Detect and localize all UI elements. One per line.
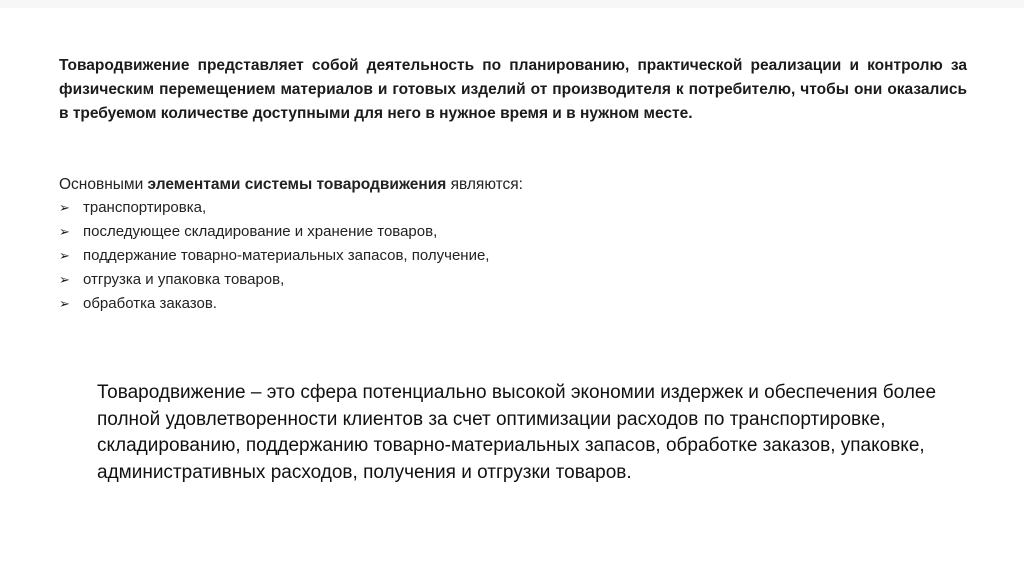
summary-paragraph: Товародвижение – это сфера потенциально высокой экономии издержек и обеспечения более полной удовлетворенности клиентов за счет оптимизации расходов по транспортировке, складированию, поддержанию товарно-материальных запасов, обработке заказов, упаковке, административных расходов, получения и отгрузки товаров. — [97, 382, 937, 483]
arrowhead-bullet-icon: ➢ — [59, 248, 70, 263]
list-item-text: обработка заказов. — [83, 295, 217, 312]
list-item — [59, 196, 759, 220]
list-item — [59, 292, 759, 316]
heading-bold-text: элементами системы товародвижения — [147, 176, 447, 193]
arrowhead-bullet-icon: ➢ — [59, 224, 70, 239]
heading-tail-text: являются: — [446, 176, 523, 193]
arrowhead-bullet-icon: ➢ — [59, 272, 70, 287]
top-edge-divider — [0, 0, 1024, 8]
intro-paragraph: Товародвижение представляет собой деятельность по планированию, практической реализации и контролю за физическим перемещением материалов и готовых изделий от производителя к потребителю, чтобы они оказались в требуемом количестве доступными для него в нужное время и в нужном месте. — [59, 57, 967, 122]
arrowhead-bullet-icon: ➢ — [59, 296, 70, 311]
list-item — [59, 220, 759, 244]
elements-heading — [59, 174, 759, 196]
list-item — [59, 268, 759, 292]
list-item-text: транспортировка, — [83, 199, 207, 216]
list-item-text: последующее складирование и хранение товаров, — [83, 223, 438, 240]
arrowhead-bullet-icon: ➢ — [59, 200, 70, 215]
elements-list — [59, 196, 759, 316]
list-item-text: отгрузка и упаковка товаров, — [83, 271, 285, 288]
list-item — [59, 244, 759, 268]
heading-lead-text: Основными — [59, 176, 148, 193]
list-item-text: поддержание товарно-материальных запасов, получение, — [83, 247, 490, 264]
